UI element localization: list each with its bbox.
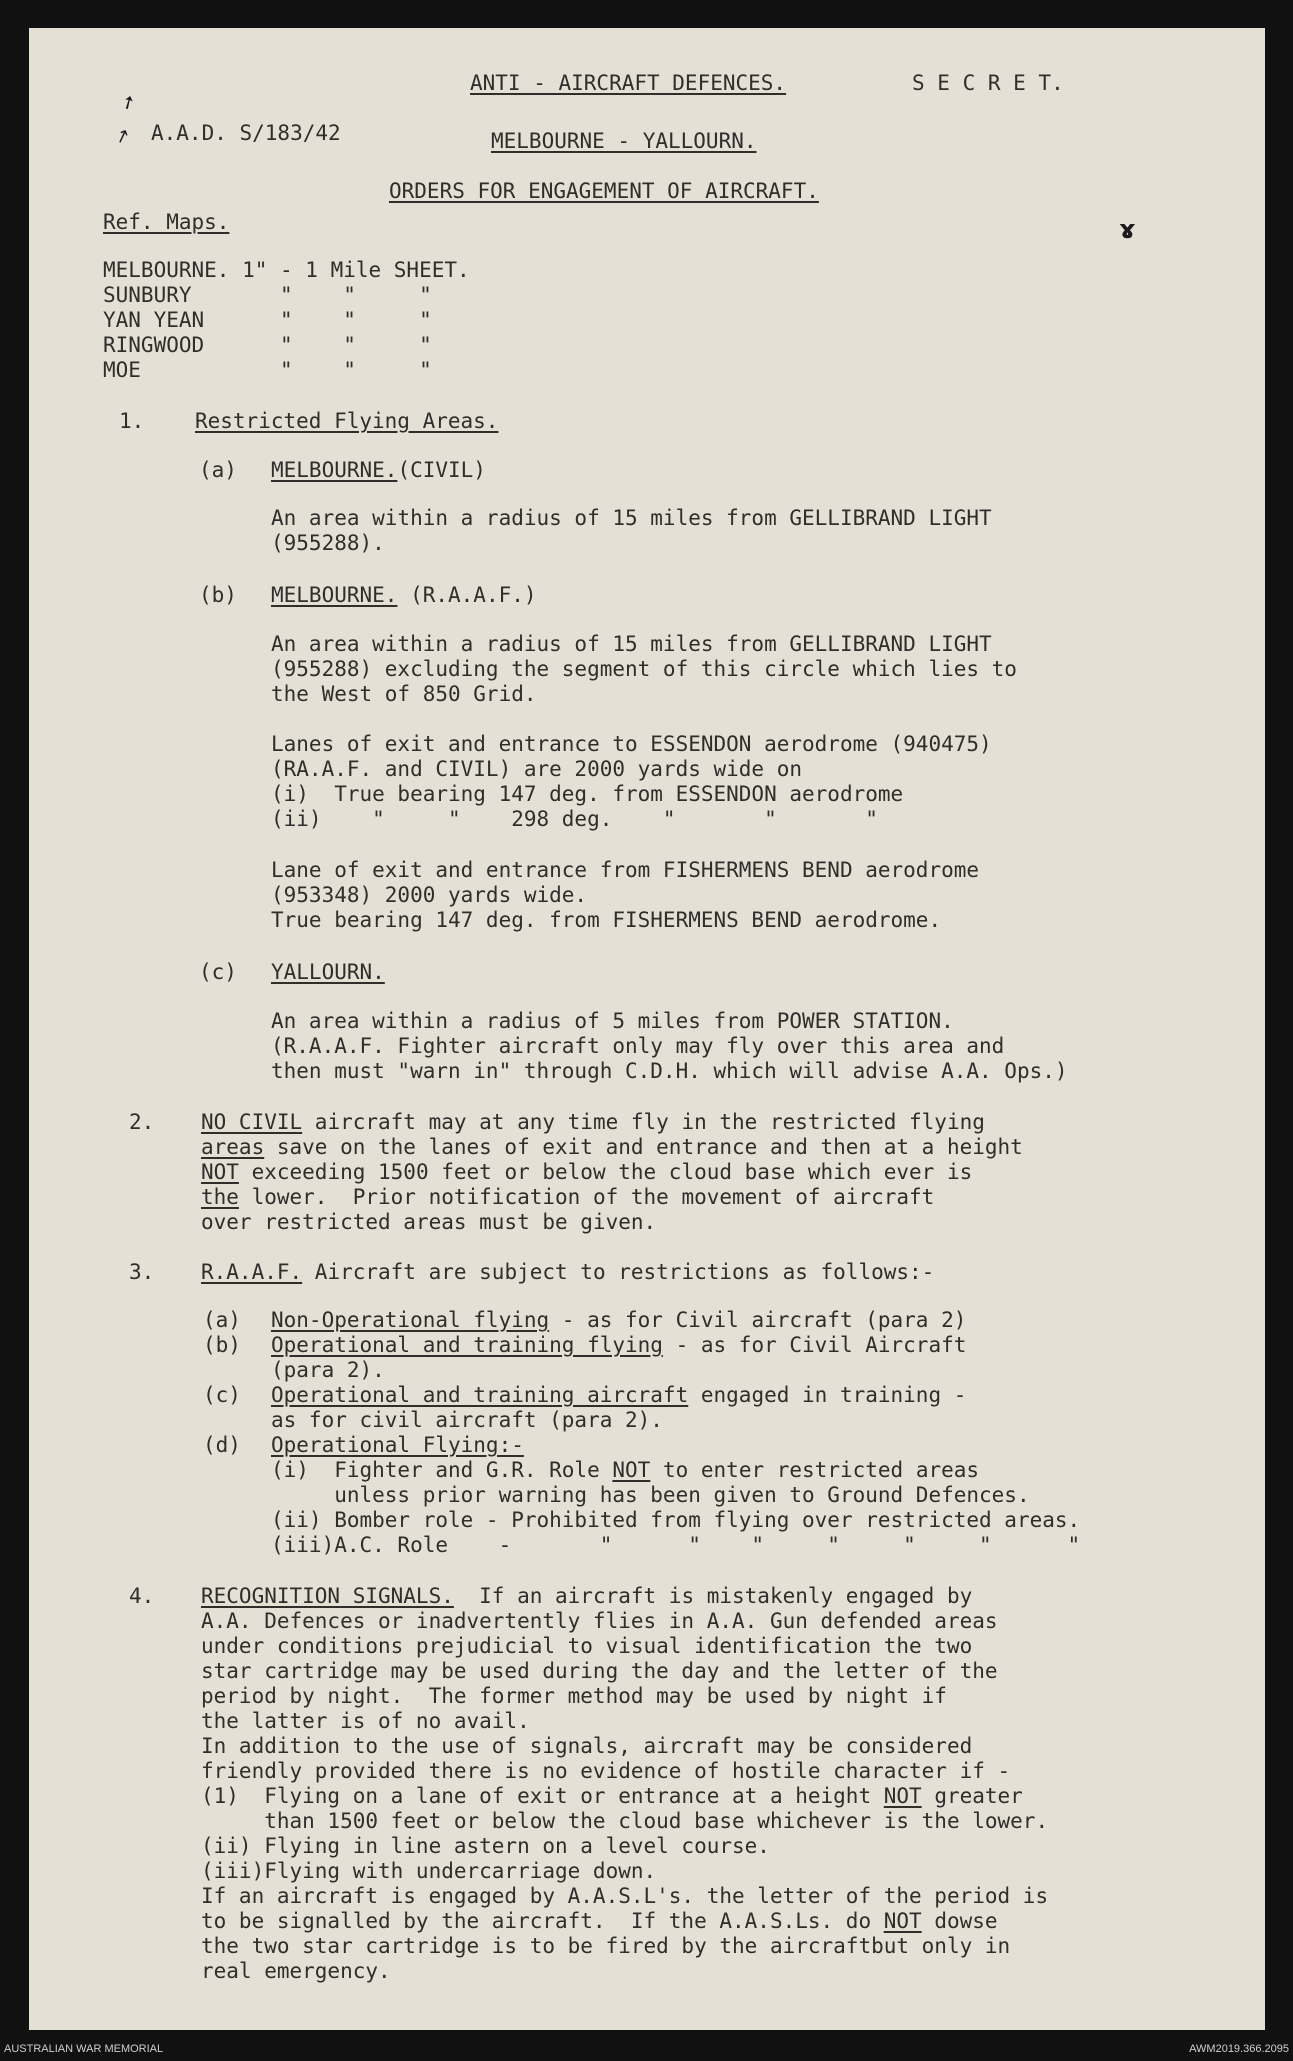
paragraph-line: the two star cartridge is to be fired by the aircraftbut only in xyxy=(201,1934,1011,1958)
paragraph-line: (iii)Flying with undercarriage down. xyxy=(201,1859,657,1883)
map-line: YAN YEAN " " " xyxy=(103,308,432,332)
underlined-text: NO CIVIL xyxy=(201,1110,303,1134)
text-run: engaged in training - xyxy=(688,1383,967,1407)
maps-heading: Ref. Maps. xyxy=(103,210,230,234)
paragraph-line: under conditions prejudicial to visual identification the two xyxy=(201,1634,973,1658)
subsection-label: (d) xyxy=(203,1433,241,1457)
underlined-text: Operational and training flying xyxy=(271,1333,663,1357)
paragraph-line xyxy=(271,1458,979,1483)
paragraph-line: (ii) Flying in line astern on a level course. xyxy=(201,1834,770,1858)
underlined-text: areas xyxy=(201,1135,265,1159)
subsection-label: (b) xyxy=(203,1333,241,1357)
paragraph-line xyxy=(201,1584,972,1609)
paragraph-line xyxy=(271,1308,966,1333)
paragraph-line: A.A. Defences or inadvertently flies in A.A. Gun defended areas xyxy=(201,1609,998,1633)
subsection-heading-text: MELBOURNE. xyxy=(271,583,398,607)
paragraph-line: over restricted areas must be given. xyxy=(201,1210,657,1234)
text-run: aircraft may at any time fly in the restricted flying xyxy=(302,1110,985,1134)
paragraph-line: Lane of exit and entrance from FISHERMENS BEND aerodrome xyxy=(271,858,980,882)
subsection-label: (b) xyxy=(199,583,237,607)
underlined-text: the xyxy=(201,1185,239,1209)
paragraph-line xyxy=(271,1383,966,1408)
text-run: to be signalled by the aircraft. If the A.A.S.Ls. do xyxy=(201,1909,884,1933)
paragraph-line: (953348) 2000 yards wide. xyxy=(271,883,588,907)
subsection-label: (c) xyxy=(199,960,237,984)
paragraph-line: than 1500 feet or below the cloud base whichever is the lower. xyxy=(201,1809,1049,1833)
text-run: - as for Civil aircraft (para 2) xyxy=(549,1308,967,1332)
underlined-text: NOT xyxy=(201,1160,239,1184)
section-number: 1. xyxy=(119,409,145,433)
paragraph-line: then must "warn in" through C.D.H. which will advise A.A. Ops.) xyxy=(271,1059,1068,1083)
paragraph-line: (R.A.A.F. Fighter aircraft only may fly over this area and xyxy=(271,1034,1005,1058)
paragraph-line: period by night. The former method may be used by night if xyxy=(201,1684,947,1708)
section-number: 3. xyxy=(129,1260,155,1284)
underlined-text: Operational Flying:- xyxy=(271,1433,524,1457)
subsection-heading xyxy=(271,458,486,483)
paragraph-line xyxy=(201,1260,934,1285)
footer-accession-number: AWM2019.366.2095 xyxy=(1189,2043,1289,2055)
map-line: RINGWOOD " " " xyxy=(103,333,432,357)
paragraph-line xyxy=(271,1333,966,1358)
text-run: Aircraft are subject to restrictions as follows:- xyxy=(302,1260,935,1284)
text-run: greater xyxy=(921,1784,1023,1808)
paragraph-line: An area within a radius of 5 miles from POWER STATION. xyxy=(271,1009,954,1033)
section-heading: Restricted Flying Areas. xyxy=(195,409,499,433)
paragraph-line xyxy=(201,1185,934,1210)
paragraph-line: Lanes of exit and entrance to ESSENDON aerodrome (940475) xyxy=(271,732,992,756)
underlined-text: Non-Operational flying xyxy=(271,1308,550,1332)
paragraph-line: In addition to the use of signals, aircraft may be considered xyxy=(201,1734,973,1758)
subsection-heading-suffix: (R.A.A.F.) xyxy=(397,583,537,607)
handwritten-mark: ➚ xyxy=(116,89,141,116)
paragraph-line xyxy=(201,1160,972,1185)
paragraph-line: An area within a radius of 15 miles from GELLIBRAND LIGHT xyxy=(271,632,992,656)
underlined-text: R.A.A.F. xyxy=(201,1260,303,1284)
paragraph-line: True bearing 147 deg. from FISHERMENS BEND aerodrome. xyxy=(271,908,942,932)
text-run: to enter restricted areas xyxy=(650,1458,980,1482)
subsection-heading: YALLOURN. xyxy=(271,960,385,984)
text-run: exceeding 1500 feet or below the cloud base which ever is xyxy=(238,1160,973,1184)
paragraph-line: star cartridge may be used during the day and the letter of the xyxy=(201,1659,998,1683)
paragraph-line: An area within a radius of 15 miles from GELLIBRAND LIGHT xyxy=(271,506,992,530)
handwritten-mark: ↗ xyxy=(111,124,134,149)
paragraph-line: (para 2). xyxy=(271,1358,385,1382)
subsection-label: (a) xyxy=(203,1308,241,1332)
text-run: (1) Flying on a lane of exit or entrance at a height xyxy=(201,1784,884,1808)
map-line: MELBOURNE. 1" - 1 Mile SHEET. xyxy=(103,258,470,282)
document-subtitle: ORDERS FOR ENGAGEMENT OF AIRCRAFT. xyxy=(389,179,819,203)
paragraph-line xyxy=(201,1784,1023,1809)
underlined-text: NOT xyxy=(883,1909,922,1933)
paragraph-line: (i) True bearing 147 deg. from ESSENDON aerodrome xyxy=(271,782,904,806)
document-title: ANTI - AIRCRAFT DEFENCES. xyxy=(470,71,787,95)
subsection-heading-text: MELBOURNE. xyxy=(271,458,398,482)
paragraph-line: (955288). xyxy=(271,531,385,555)
text-run: - as for Civil Aircraft xyxy=(662,1333,967,1357)
text-run: save on the lanes of exit and entrance and then at a height xyxy=(264,1135,1023,1159)
section-number: 4. xyxy=(129,1584,155,1608)
paragraph-line: real emergency. xyxy=(201,1959,391,1983)
subsection-heading xyxy=(271,583,537,608)
paragraph-line: (iii)A.C. Role - " " " " " " " xyxy=(271,1533,1081,1557)
paragraph-line: (ii) Bomber role - Prohibited from flying over restricted areas. xyxy=(271,1508,1081,1532)
underlined-text: NOT xyxy=(612,1458,651,1482)
map-line: SUNBURY " " " xyxy=(103,283,432,307)
footer-credit: AUSTRALIAN WAR MEMORIAL xyxy=(4,2043,164,2055)
paragraph-line: If an aircraft is engaged by A.A.S.L's. the letter of the period is xyxy=(201,1884,1049,1908)
subsection-label: (a) xyxy=(199,458,237,482)
paragraph-line: (ii) " " 298 deg. " " " xyxy=(271,807,878,831)
paragraph-line: as for civil aircraft (para 2). xyxy=(271,1408,663,1432)
underlined-text: Operational and training aircraft xyxy=(271,1383,689,1407)
classification-label: S E C R E T. xyxy=(912,71,1064,95)
subsection-heading-suffix: (CIVIL) xyxy=(397,458,486,482)
map-line: MOE " " " xyxy=(103,358,432,382)
paragraph-line: (RA.A.F. and CIVIL) are 2000 yards wide on xyxy=(271,757,803,781)
underlined-text: NOT xyxy=(883,1784,922,1808)
paragraph-line: unless prior warning has been given to Ground Defences. xyxy=(271,1483,1030,1507)
paragraph-line: the latter is of no avail. xyxy=(201,1709,530,1733)
handwritten-mark: ɤ xyxy=(1119,215,1136,245)
text-run: If an aircraft is mistakenly engaged by xyxy=(453,1584,973,1608)
document-location: MELBOURNE - YALLOURN. xyxy=(491,129,757,153)
text-run: (i) Fighter and G.R. Role xyxy=(271,1458,613,1482)
paragraph-line: (955288) excluding the segment of this circle which lies to xyxy=(271,657,1017,681)
text-run: dowse xyxy=(921,1909,998,1933)
paragraph-line: friendly provided there is no evidence of hostile character if - xyxy=(201,1759,1011,1783)
paragraph-line: the West of 850 Grid. xyxy=(271,682,537,706)
document-reference: A.A.D. S/183/42 xyxy=(151,121,341,145)
paragraph-line xyxy=(201,1135,1023,1160)
subsection-label: (c) xyxy=(203,1383,241,1407)
text-run: lower. Prior notification of the movement of aircraft xyxy=(238,1185,935,1209)
paragraph-line xyxy=(201,1909,998,1934)
underlined-text: RECOGNITION SIGNALS. xyxy=(201,1584,454,1608)
document-page xyxy=(29,28,1265,2030)
section-number: 2. xyxy=(129,1110,155,1134)
paragraph-line xyxy=(201,1110,985,1135)
